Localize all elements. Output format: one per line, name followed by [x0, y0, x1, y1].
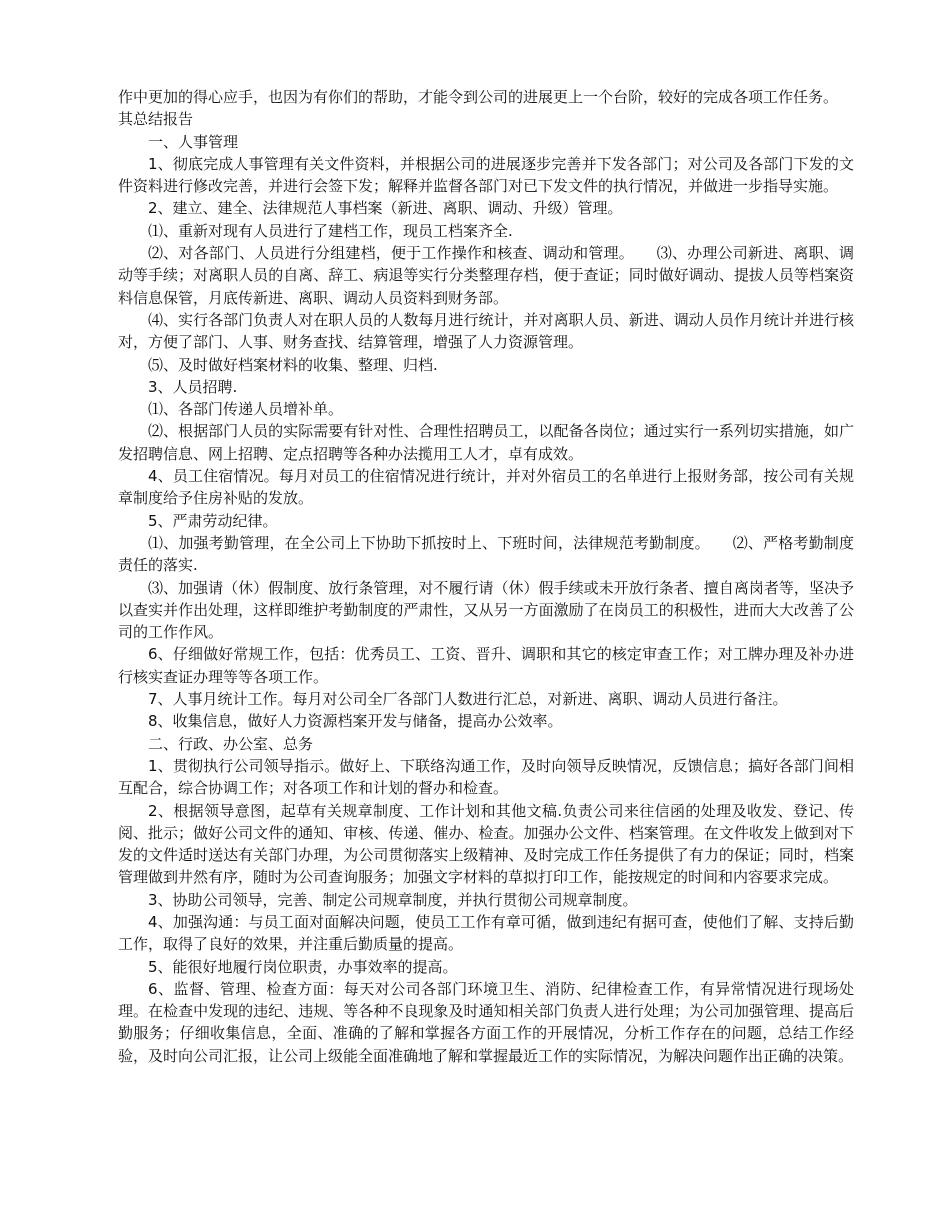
paragraph: 7、人事月统计工作。每月对公司全厂各部门人数进行汇总，对新进、离职、调动人员进行备注。: [148, 690, 788, 709]
paragraph: 二、行政、办公室、总务: [148, 734, 314, 753]
document-page: [118, 86, 854, 1067]
paragraph: ⑴、加强考勤管理，在全公司上下协助下抓按时上、下班时间，法律规范考勤制度。 ⑵、严格考勤制度责任的落实.: [118, 533, 854, 575]
paragraph: 6、监督、管理、检查方面：每天对公司各部门环境卫生、消防、纪律检查工作，有异常情况进行现场处理。在检查中发现的违纪、违规、等各种不良现象及时通知相关部门负责人进行处理；为公司加强管理、提高后勤服务；仔细收集信息，全面、准确的了解和掌握各方面工作的开展情况，分析工作存在的问题，总结工作经验，及时向公司汇报，让公司上级能全面准确地了解和掌握最近工作的实际情况，为解决问题作出正确的决策。: [118, 979, 854, 1065]
paragraph: 8、收集信息，做好人力资源档案开发与储备，提高办公效率。: [148, 712, 563, 731]
paragraph: 其总结报告: [118, 110, 194, 129]
paragraph: 一、人事管理: [148, 132, 239, 151]
paragraph: 作中更加的得心应手，也因为有你们的帮助，才能令到公司的进展更上一个台阶，较好的完成各项工作任务。: [118, 88, 839, 106]
paragraph: 5、严肃劳动纪律。: [148, 511, 278, 530]
paragraph: ⑵、对各部门、人员进行分组建档，便于工作操作和核查、调动和管理。 ⑶、办理公司新进、离职、调动等手续；对离职人员的自离、辞工、病退等实行分类整理存档，便于查证；同时做好调动、提拔人员等档案资料信息保管，月底传新进、离职、调动人员资料到财务部。: [118, 244, 854, 307]
paragraph: 3、协助公司领导，完善、制定公司规章制度，并执行贯彻公司规章制度。: [148, 890, 638, 909]
paragraph: ⑶、加强请（休）假制度、放行条管理，对不履行请（休）假手续或未开放行条者、擅自离岗者等，坚决予以查实并作出处理，这样即维护考勤制度的严肃性，又从另一方面激励了在岗员工的积极性，进而大大改善了公司的工作作风。: [118, 578, 854, 642]
paragraph: 6、仔细做好常规工作，包括：优秀员工、工资、晋升、调职和其它的核定审查工作；对工牌办理及补办进行核实查证办理等等各项工作。: [118, 645, 854, 686]
paragraph: ⑷、实行各部门负责人对在职人员的人数每月进行统计，并对离职人员、新进、调动人员作月统计并进行核对，方便了部门、人事、财务查找、结算管理，增强了人力资源管理。: [118, 310, 854, 352]
paragraph: 5、能很好地履行岗位职责，办事效率的提高。: [148, 957, 458, 976]
paragraph: ⑴、重新对现有人员进行了建档工作，现员工档案齐全.: [148, 221, 513, 240]
paragraph: 4、员工住宿情况。每月对员工的住宿情况进行统计，并对外宿员工的名单进行上报财务部，按公司有关规章制度给予住房补贴的发放。: [118, 467, 854, 508]
paragraph: 3、人员招聘.: [148, 377, 238, 396]
paragraph: 2、根据领导意图，起草有关规章制度、工作计划和其他文稿.负责公司来往信函的处理及收发、登记、传阅、批示；做好公司文件的通知、审核、传递、催办、检查。加强办公文件、档案管理。在文件收发上做到对下发的文件适时送达有关部门办理，为公司贯彻落实上级精神、及时完成工作任务提供了有力的保证；同时，档案管理做到井然有序，随时为公司查询服务；加强文字材料的草拟打印工作，能按规定的时间和内容要求完成。: [118, 801, 854, 887]
paragraph: 1、贯彻执行公司领导指示。做好上、下联络沟通工作，及时向领导反映情况，反馈信息；搞好各部门间相互配合，综合协调工作；对各项工作和计划的督办和检查。: [118, 756, 854, 798]
paragraph: 1、彻底完成人事管理有关文件资料，并根据公司的进展逐步完善并下发各部门；对公司及各部门下发的文件资料进行修改完善，并进行会签下发；解释并监督各部门对已下发文件的执行情况，并做进一步指导实施。: [118, 154, 854, 196]
paragraph: ⑵、根据部门人员的实际需要有针对性、合理性招聘员工，以配备各岗位；通过实行一系列切实措施，如广发招聘信息、网上招聘、定点招聘等各种办法揽用工人才，卓有成效。: [118, 422, 854, 463]
paragraph: 2、建立、建全、法律规范人事档案（新进、离职、调动、升级）管理。: [148, 199, 623, 218]
paragraph: ⑴、各部门传递人员增补单。: [148, 400, 344, 419]
paragraph: ⑸、及时做好档案材料的收集、整理、归档.: [148, 355, 438, 374]
paragraph: 4、加强沟通：与员工面对面解决问题，使员工工作有章可循，做到违纪有据可查，使他们了解、支持后勤工作，取得了良好的效果，并注重后勤质量的提高。: [118, 912, 854, 954]
